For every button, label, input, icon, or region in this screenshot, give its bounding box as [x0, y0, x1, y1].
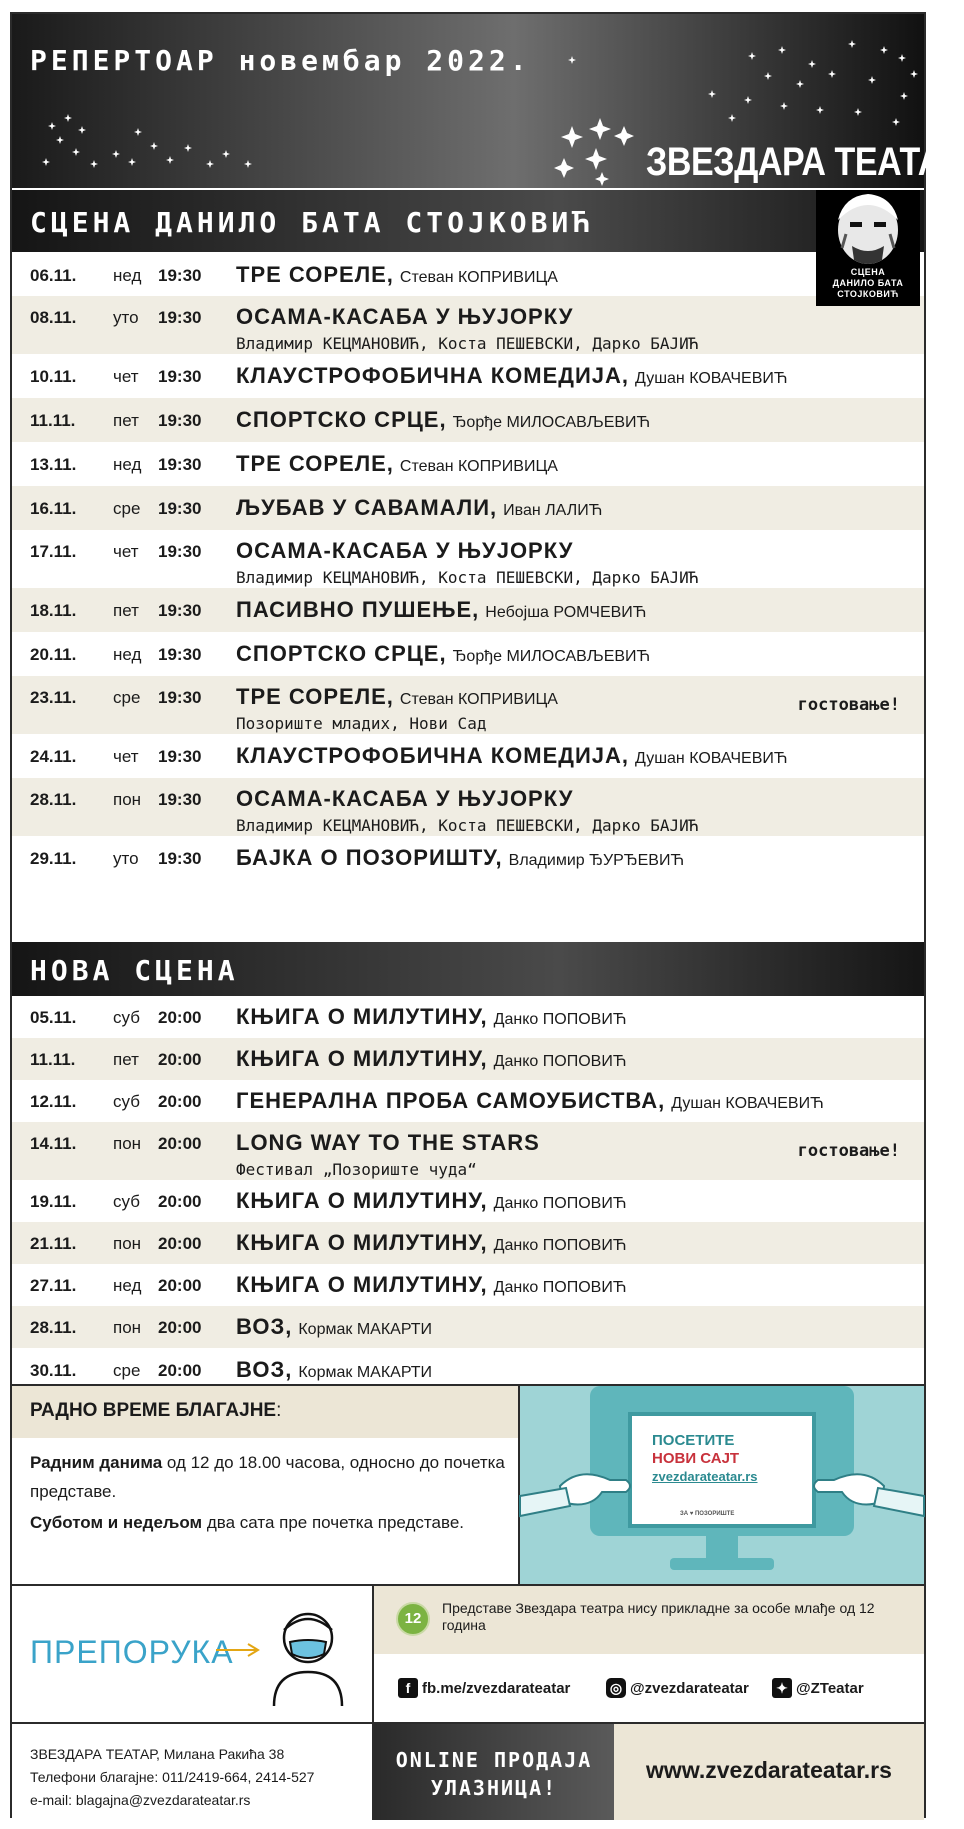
- website-promo[interactable]: [520, 1386, 924, 1584]
- play-author: Данко ПОПОВИЋ: [493, 1195, 627, 1212]
- show-day: пет: [113, 411, 139, 430]
- show-time: 19:30: [158, 601, 202, 620]
- page-title: РЕПЕРТОАР новембар 2022.: [30, 44, 531, 77]
- show-date: 05.11.: [30, 1008, 77, 1027]
- play-author: Данко ПОПОВИЋ: [493, 1053, 627, 1070]
- logo-stars-icon: [552, 96, 648, 188]
- monitor-illustration: [520, 1386, 924, 1584]
- stage1-header: [12, 190, 924, 252]
- show-title-line: [236, 495, 602, 521]
- star-icon: [222, 150, 230, 158]
- show-title-line: [236, 684, 558, 710]
- box-office-hours: [12, 1438, 520, 1584]
- show-time: 19:30: [158, 308, 202, 327]
- play-title: ПАСИВНО ПУШЕЊЕ,: [236, 597, 480, 622]
- play-title: ГЕНЕРАЛНА ПРОБА САМОУБИСТВА,: [236, 1088, 666, 1113]
- star-icon: [48, 122, 56, 130]
- show-day: нед: [113, 1276, 142, 1295]
- show-day: уто: [113, 308, 139, 327]
- address-block: [12, 1724, 372, 1820]
- show-date: 06.11.: [30, 266, 77, 285]
- show-time: 20:00: [158, 1134, 202, 1153]
- star-icon: [150, 142, 158, 150]
- play-title: LONG WAY TO THE STARS: [236, 1130, 540, 1155]
- play-author: Душан КОВАЧЕВИЋ: [635, 750, 788, 767]
- schedule-row: [12, 632, 924, 676]
- show-date: 24.11.: [30, 747, 77, 766]
- show-title-line: [236, 743, 788, 769]
- show-title-line: [236, 1230, 626, 1256]
- facebook-icon: f: [398, 1678, 418, 1698]
- play-title: КЊИГА О МИЛУТИНУ,: [236, 1272, 488, 1297]
- play-title: ВОЗ,: [236, 1357, 293, 1382]
- show-time: 19:30: [158, 455, 202, 474]
- show-title-line: [236, 786, 579, 812]
- schedule-row: [12, 1080, 924, 1122]
- show-day: суб: [113, 1192, 140, 1211]
- show-time: 20:00: [158, 1361, 202, 1380]
- facebook-link[interactable]: f fb.me/zvezdarateatar: [398, 1678, 570, 1698]
- show-date: 27.11.: [30, 1276, 77, 1295]
- mask-person-icon: [266, 1600, 350, 1710]
- show-date: 20.11.: [30, 645, 77, 664]
- play-author: Данко ПОПОВИЋ: [493, 1237, 627, 1254]
- show-time: 19:30: [158, 849, 202, 868]
- schedule-row: [12, 1180, 924, 1222]
- play-title: СПОРТСКО СРЦЕ,: [236, 641, 447, 666]
- show-day: пон: [113, 1234, 142, 1253]
- show-date: 17.11.: [30, 542, 77, 561]
- star-icon: [568, 56, 576, 64]
- show-time: 20:00: [158, 1234, 202, 1253]
- age-notice-text: Представе Звездара театра нису прикладне за особе млађе од 12 година: [442, 1600, 875, 1633]
- show-title-line: [236, 1130, 546, 1156]
- schedule-row: [12, 1264, 924, 1306]
- play-author: Душан КОВАЧЕВИЋ: [635, 370, 788, 387]
- show-time: 19:30: [158, 688, 202, 707]
- show-time: 19:30: [158, 645, 202, 664]
- show-title-line: [236, 1088, 824, 1114]
- show-time: 20:00: [158, 1092, 202, 1111]
- show-date: 29.11.: [30, 849, 77, 868]
- show-date: 19.11.: [30, 1192, 77, 1211]
- play-credits: Позориште младих, Нови Сад: [236, 714, 487, 733]
- show-title-line: [236, 1188, 626, 1214]
- play-title: КЊИГА О МИЛУТИНУ,: [236, 1188, 488, 1213]
- play-title: ОСАМА-КАСАБА У ЊУЈОРКУ: [236, 786, 574, 811]
- star-icon: [134, 128, 142, 136]
- show-time: 20:00: [158, 1192, 202, 1211]
- show-time: 19:30: [158, 411, 202, 430]
- play-title: ОСАМА-КАСАБА У ЊУЈОРКУ: [236, 538, 574, 563]
- play-title: ТРЕ СОРЕЛЕ,: [236, 684, 394, 709]
- play-author: Стеван КОПРИВИЦА: [399, 269, 558, 286]
- show-day: суб: [113, 1092, 140, 1111]
- show-day: нед: [113, 455, 142, 474]
- twitter-icon: ✦: [772, 1678, 792, 1698]
- show-title-line: [236, 1004, 626, 1030]
- play-title: ОСАМА-КАСАБА У ЊУЈОРКУ: [236, 304, 574, 329]
- play-author: Владимир ЂУРЂЕВИЋ: [508, 852, 685, 869]
- stage1-title: СЦЕНА ДАНИЛО БАТА СТОЈКОВИЋ: [30, 206, 594, 239]
- star-icon: [112, 150, 120, 158]
- show-title-line: [236, 845, 684, 871]
- schedule-row: [12, 296, 924, 354]
- schedule-row: [12, 254, 924, 296]
- show-day: пон: [113, 790, 142, 809]
- show-date: 16.11.: [30, 499, 77, 518]
- show-title-line: [236, 1272, 626, 1298]
- show-date: 30.11.: [30, 1361, 77, 1380]
- play-credits: Владимир КЕЦМАНОВИЋ, Коста ПЕШЕВСКИ, Дарко БАЈИЋ: [236, 334, 699, 353]
- website-link[interactable]: [614, 1724, 924, 1820]
- schedule-row: [12, 398, 924, 442]
- arrow-right-icon: [216, 1640, 266, 1660]
- recommendation-label: ПРЕПОРУКА: [30, 1634, 234, 1670]
- show-date: 14.11.: [30, 1134, 77, 1153]
- logo-name: ЗВЕЗДАРА ТЕАТАР: [646, 140, 964, 184]
- schedule-row: [12, 676, 924, 734]
- online-line2: УЛАЗНИЦА!: [430, 1776, 558, 1800]
- stage2-title: НОВА СЦЕНА: [30, 954, 239, 987]
- schedule-row: [12, 442, 924, 486]
- show-day: сре: [113, 499, 141, 518]
- show-day: сре: [113, 688, 141, 707]
- play-title: ТРЕ СОРЕЛЕ,: [236, 262, 394, 287]
- stage2-header: [12, 942, 924, 996]
- show-time: 20:00: [158, 1008, 202, 1027]
- star-icon: [64, 114, 72, 122]
- weekend-hours: Суботом и недељом два сата пре почетка представе.: [30, 1513, 464, 1532]
- show-title-line: [236, 262, 558, 288]
- theatre-logo: [552, 96, 964, 188]
- show-title-line: [236, 1046, 626, 1072]
- star-icon: [56, 136, 64, 144]
- schedule-row: [12, 530, 924, 588]
- play-credits: Фестивал „Позориште чуда“: [236, 1160, 477, 1179]
- star-icon: [796, 80, 804, 88]
- play-title: КЊИГА О МИЛУТИНУ,: [236, 1230, 488, 1255]
- schedule-row: [12, 1122, 924, 1180]
- show-day: чет: [113, 747, 139, 766]
- website-url: www.zvezdarateatar.rs: [646, 1757, 892, 1783]
- star-icon: [184, 144, 192, 152]
- schedule-row: [12, 996, 924, 1038]
- email-link[interactable]: e-mail: blagajna@zvezdarateatar.rs: [30, 1792, 251, 1808]
- show-time: 19:30: [158, 790, 202, 809]
- star-icon: [244, 160, 252, 168]
- star-icon: [78, 126, 86, 134]
- social-links: [374, 1654, 924, 1722]
- show-title-line: [236, 363, 788, 389]
- star-icon: [90, 160, 98, 168]
- promo-footer: ЗА ♥ ПОЗОРИШТЕ: [680, 1511, 735, 1517]
- age-12-badge: 12: [396, 1602, 430, 1636]
- online-sales-banner[interactable]: [374, 1724, 614, 1820]
- show-date: 08.11.: [30, 308, 77, 327]
- show-title-line: [236, 304, 579, 330]
- promo-url[interactable]: zvezdarateatar.rs: [652, 1469, 758, 1484]
- promo-line2: НОВИ САЈТ: [652, 1450, 740, 1467]
- play-title: БАЈКА О ПОЗОРИШТУ,: [236, 845, 503, 870]
- online-line1: ONLINE ПРОДАЈА: [395, 1748, 593, 1772]
- star-icon: [848, 40, 856, 48]
- play-title: ВОЗ,: [236, 1314, 293, 1339]
- promo-line1: ПОСЕТИТЕ: [652, 1432, 735, 1449]
- star-icon: [764, 72, 772, 80]
- play-credits: Владимир КЕЦМАНОВИЋ, Коста ПЕШЕВСКИ, Дарко БАЈИЋ: [236, 568, 699, 587]
- show-date: 10.11.: [30, 367, 77, 386]
- show-day: суб: [113, 1008, 140, 1027]
- show-day: чет: [113, 542, 139, 561]
- portrait-face-icon: [816, 190, 920, 270]
- play-credits: Владимир КЕЦМАНОВИЋ, Коста ПЕШЕВСКИ, Дарко БАЈИЋ: [236, 816, 699, 835]
- show-date: 28.11.: [30, 790, 77, 809]
- play-author: Кормак МАКАРТИ: [298, 1321, 433, 1338]
- play-author: Данко ПОПОВИЋ: [493, 1011, 627, 1028]
- portrait-caption: СЦЕНА ДАНИЛО БАТА СТОЈКОВИЋ: [832, 267, 904, 299]
- play-author: Стеван КОПРИВИЦА: [399, 691, 558, 708]
- schedule-row: [12, 1222, 924, 1264]
- schedule-row: [12, 486, 924, 530]
- show-date: 11.11.: [30, 411, 76, 430]
- show-date: 11.11.: [30, 1050, 76, 1069]
- box-office-header: [12, 1386, 520, 1438]
- show-title-line: [236, 597, 646, 623]
- schedule-row: [12, 1038, 924, 1080]
- play-author: Иван ЛАЛИЋ: [503, 502, 603, 519]
- show-date: 13.11.: [30, 455, 77, 474]
- show-time: 19:30: [158, 367, 202, 386]
- star-icon: [206, 160, 214, 168]
- show-time: 19:30: [158, 266, 202, 285]
- play-author: Стеван КОПРИВИЦА: [399, 458, 558, 475]
- show-time: 20:00: [158, 1318, 202, 1337]
- show-day: пон: [113, 1134, 142, 1153]
- star-icon: [808, 60, 816, 68]
- star-icon: [72, 148, 80, 156]
- box-office-title: РАДНО ВРЕМЕ БЛАГАЈНЕ:: [30, 1400, 282, 1421]
- show-title-line: [236, 641, 650, 667]
- play-title: СПОРТСКО СРЦЕ,: [236, 407, 447, 432]
- star-icon: [166, 156, 174, 164]
- show-title-line: [236, 407, 650, 433]
- show-date: 28.11.: [30, 1318, 77, 1337]
- show-title-line: [236, 1314, 432, 1340]
- show-day: сре: [113, 1361, 141, 1380]
- instagram-icon: ◎: [606, 1678, 626, 1698]
- star-icon: [748, 52, 756, 60]
- star-icon: [910, 70, 918, 78]
- schedule-row: [12, 354, 924, 398]
- phones: Телефони благајне: 011/2419-664, 2414-527: [30, 1769, 315, 1785]
- star-icon: [828, 70, 836, 78]
- show-date: 23.11.: [30, 688, 77, 707]
- play-title: ЉУБАВ У САВАМАЛИ,: [236, 495, 498, 520]
- play-title: ТРЕ СОРЕЛЕ,: [236, 451, 394, 476]
- address: ЗВЕЗДАРА ТЕАТАР, Милана Ракића 38: [30, 1746, 285, 1762]
- twitter-link[interactable]: ✦ @ZTeatar: [772, 1678, 864, 1698]
- weekday-hours: Радним данима од 12 до 18.00 часова, односно до почетка представе.: [30, 1453, 505, 1501]
- play-author: Ђорђе МИЛОСАВЉЕВИЋ: [452, 648, 651, 665]
- show-time: 19:30: [158, 542, 202, 561]
- schedule-row: [12, 778, 924, 836]
- show-time: 19:30: [158, 747, 202, 766]
- show-day: нед: [113, 266, 142, 285]
- instagram-link[interactable]: ◎ @zvezdarateatar: [606, 1678, 749, 1698]
- guest-note: гостовање!: [797, 1141, 900, 1161]
- play-author: Небојша РОМЧЕВИЋ: [485, 604, 647, 621]
- show-day: нед: [113, 645, 142, 664]
- star-icon: [898, 54, 906, 62]
- guest-note: гостовање!: [797, 695, 900, 715]
- age-notice: [374, 1586, 924, 1654]
- star-icon: [778, 46, 786, 54]
- show-date: 21.11.: [30, 1234, 77, 1253]
- show-date: 12.11.: [30, 1092, 77, 1111]
- schedule-row: [12, 588, 924, 632]
- play-author: Душан КОВАЧЕВИЋ: [671, 1095, 824, 1112]
- show-date: 18.11.: [30, 601, 77, 620]
- show-title-line: [236, 538, 579, 564]
- schedule-row: [12, 1306, 924, 1348]
- show-title-line: [236, 451, 558, 477]
- play-title: КЛАУСТРОФОБИЧНА КОМЕДИЈА,: [236, 363, 629, 388]
- play-title: КЊИГА О МИЛУТИНУ,: [236, 1004, 488, 1029]
- show-title-line: [236, 1357, 432, 1383]
- show-day: чет: [113, 367, 139, 386]
- star-icon: [868, 76, 876, 84]
- schedule-row: [12, 836, 924, 880]
- header: [12, 14, 964, 188]
- play-author: Ђорђе МИЛОСАВЉЕВИЋ: [452, 414, 651, 431]
- play-author: Кормак МАКАРТИ: [298, 1364, 433, 1381]
- poster: [10, 12, 964, 1818]
- star-icon: [128, 158, 136, 166]
- show-day: пет: [113, 601, 139, 620]
- portrait-image: [816, 190, 920, 306]
- star-icon: [42, 158, 50, 166]
- star-icon: [880, 46, 888, 54]
- show-day: уто: [113, 849, 139, 868]
- schedule-row: [12, 734, 924, 778]
- show-day: пон: [113, 1318, 142, 1337]
- play-title: КЊИГА О МИЛУТИНУ,: [236, 1046, 488, 1071]
- show-time: 19:30: [158, 499, 202, 518]
- show-time: 20:00: [158, 1276, 202, 1295]
- play-author: Данко ПОПОВИЋ: [493, 1279, 627, 1296]
- recommendation-panel: [12, 1586, 372, 1722]
- show-day: пет: [113, 1050, 139, 1069]
- play-title: КЛАУСТРОФОБИЧНА КОМЕДИЈА,: [236, 743, 629, 768]
- show-time: 20:00: [158, 1050, 202, 1069]
